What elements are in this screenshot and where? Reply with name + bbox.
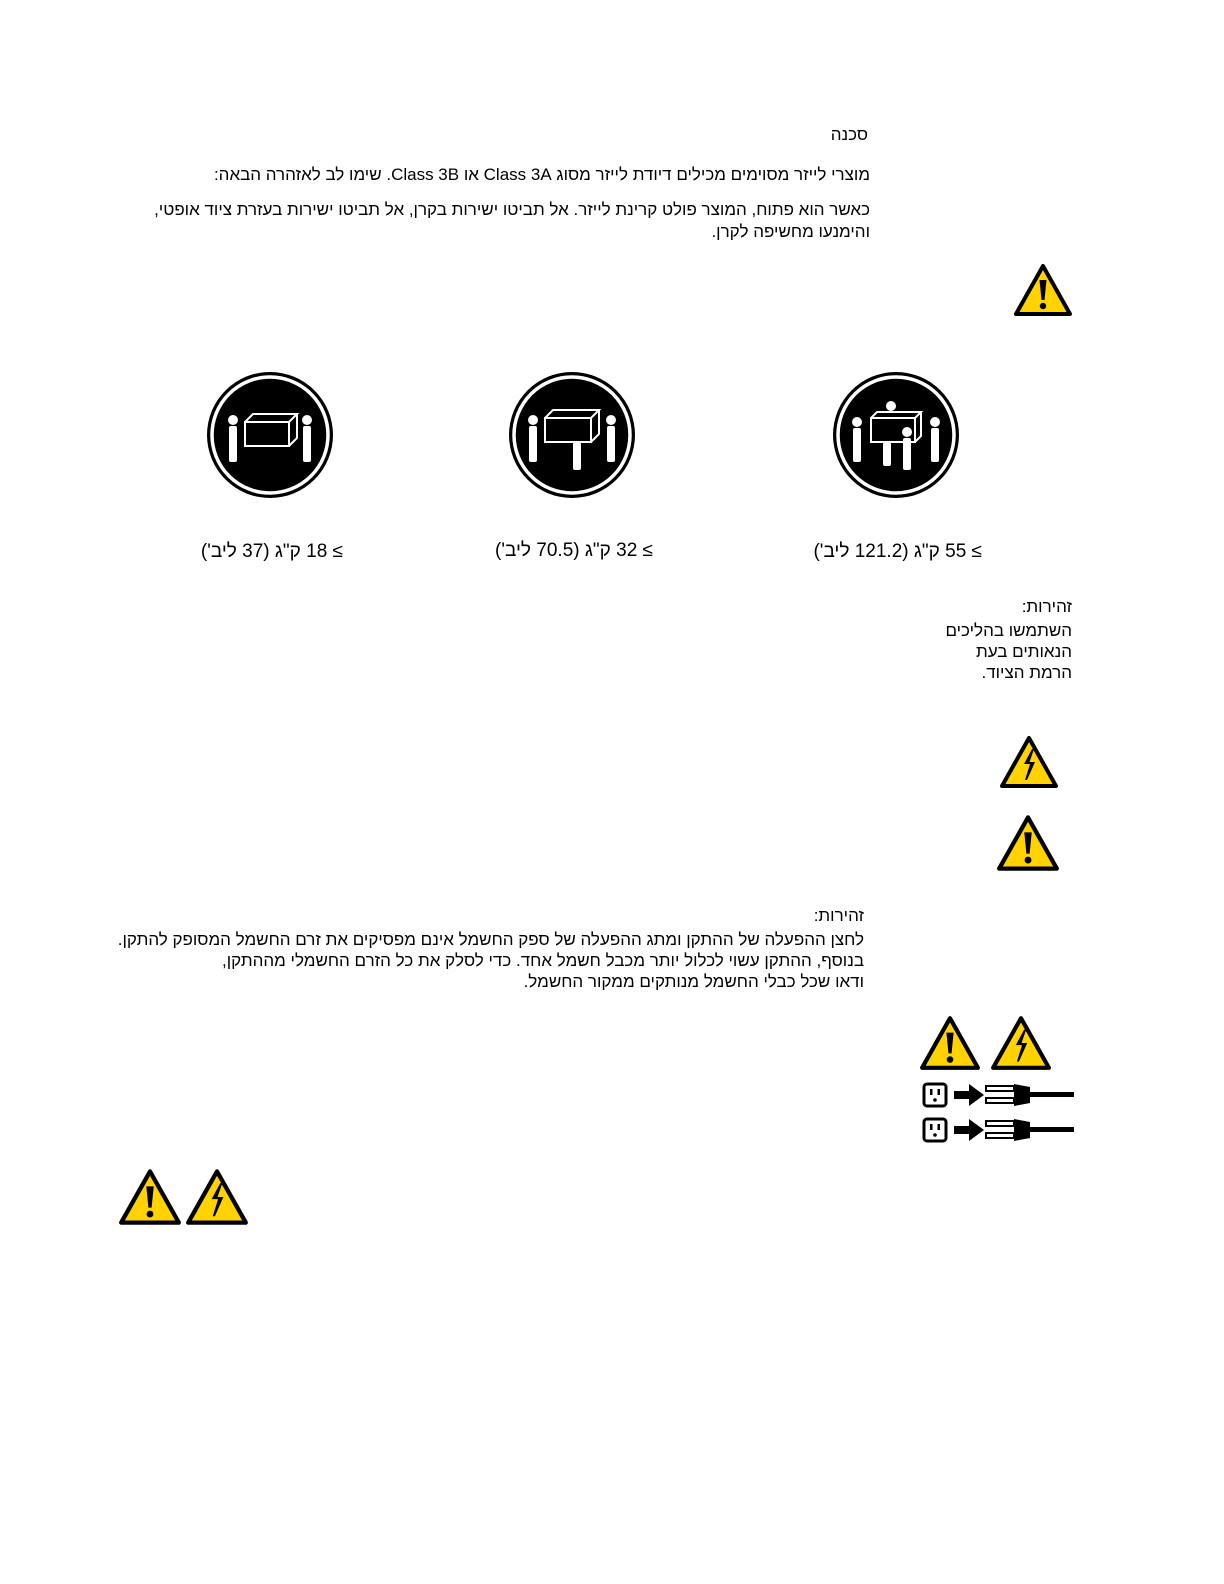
electrical-hazard-icon bbox=[999, 735, 1059, 789]
power-caution-line-1: לחצן ההפעלה של ההתקן ומתג ההפעלה של ספק החשמל אינם מפסיקים את זרם החשמל המסופק להתקן. bbox=[117, 930, 864, 949]
lifting-caution-line-3: הרמת הציוד. bbox=[981, 663, 1072, 682]
power-outlet-icon bbox=[922, 1082, 948, 1108]
exclamation-warning-icon bbox=[118, 1167, 182, 1227]
four-person-lifting-icon bbox=[831, 370, 961, 500]
lifting-caution-line-1: השתמשו בהליכים bbox=[945, 621, 1072, 640]
two-person-lifting-icon bbox=[205, 370, 335, 500]
power-caution-heading: זהירות: bbox=[813, 906, 864, 925]
lifting-caution-heading: זהירות: bbox=[1021, 597, 1072, 616]
laser-notice-line-1: מוצרי לייזר מסוימים מכילים דיודת לייזר מסוג Class 3A או Class 3B. שימו לב לאזהרה הבאה: bbox=[213, 165, 870, 184]
weight-label-55kg: ≥ 55 ק"ג (121.2 ליב') bbox=[813, 541, 982, 562]
power-cord-plug-icon bbox=[984, 1118, 1074, 1142]
exclamation-warning-icon bbox=[996, 814, 1060, 872]
arrow-right-icon bbox=[953, 1118, 985, 1142]
weight-label-18kg: ≥ 18 ק"ג (37 ליב') bbox=[200, 541, 343, 562]
weight-label-32kg: ≥ 32 ק"ג (70.5 ליב') bbox=[495, 540, 653, 561]
arrow-right-icon bbox=[953, 1083, 985, 1107]
power-outlet-icon bbox=[922, 1117, 948, 1143]
danger-heading: סכנה bbox=[830, 125, 868, 144]
exclamation-warning-icon bbox=[919, 1015, 981, 1071]
electrical-hazard-icon bbox=[185, 1167, 249, 1227]
power-caution-line-3: ודאו שכל כבלי החשמל מנותקים ממקור החשמל. bbox=[523, 972, 864, 991]
power-caution-line-2: בנוסף, ההתקן עשוי לכלול יותר מכבל חשמל אחד. כדי לסלק את כל הזרם החשמלי מההתקן, bbox=[222, 951, 864, 970]
laser-notice-line-3: והימנעו מחשיפה לקרן. bbox=[711, 222, 870, 241]
power-cord-plug-icon bbox=[984, 1083, 1074, 1107]
exclamation-warning-icon bbox=[1013, 263, 1073, 317]
electrical-hazard-icon bbox=[990, 1015, 1052, 1071]
three-person-lifting-icon bbox=[507, 370, 637, 500]
lifting-caution-line-2: הנאותים בעת bbox=[975, 642, 1072, 661]
laser-notice-line-2: כאשר הוא פתוח, המוצר פולט קרינת לייזר. אל תביטו ישירות בקרן, אל תביטו ישירות בעזרת ציוד אופטי, bbox=[154, 200, 870, 219]
